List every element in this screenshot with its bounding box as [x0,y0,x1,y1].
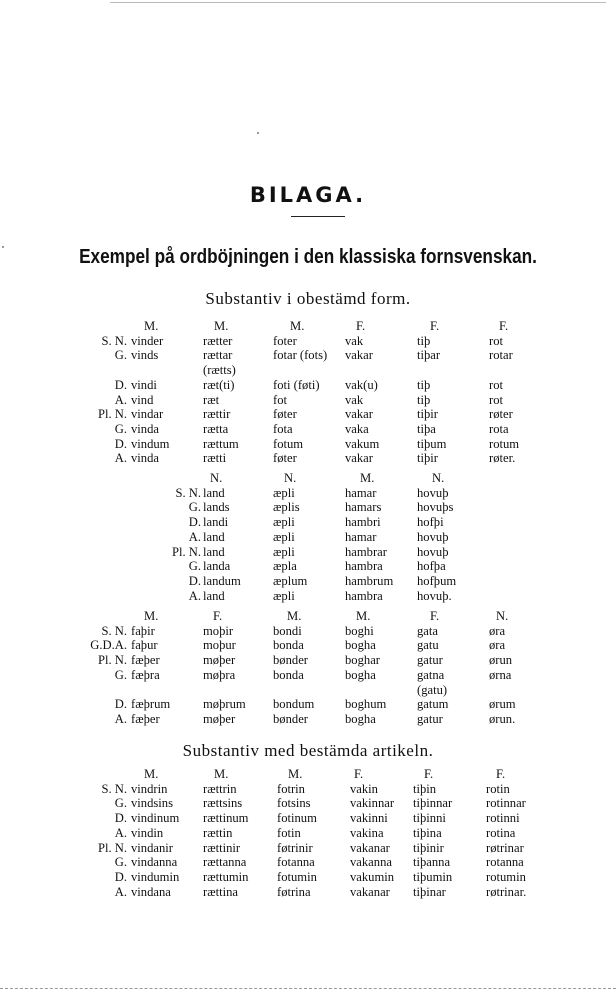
word-form: vakin [350,781,378,796]
word-form: møþrum [203,697,246,712]
word-form: fotinum [277,811,317,826]
word-form: ørun [489,653,513,668]
word-form: røtrinar. [486,884,527,899]
case-label: G. [188,559,201,574]
title-rule [291,216,345,217]
table-row [0,712,616,727]
word-form: gatu [417,638,439,653]
case-label: D. [114,377,127,392]
table-row [0,782,616,797]
table-row [0,515,616,530]
word-form: tiþa [417,421,436,436]
case-label: A. [114,884,127,899]
word-form: øra [489,638,506,653]
gender-header: M. [144,319,159,333]
word-form: tiþumin [413,869,453,884]
table-row [0,334,616,349]
word-form: fæþer [131,653,160,668]
word-form: rotinni [486,811,520,826]
table-row [0,378,616,393]
word-form: tiþinnar [413,796,453,811]
word-form: hofþi [417,515,444,530]
word-form: vinder [131,333,164,348]
word-form: bogha [345,638,376,653]
word-form: vakina [350,825,384,840]
word-form: æpli [273,529,295,544]
case-label: A. [188,529,201,544]
page-subtitle: Exempel på ordböjningen i den klassiska fornsvenskan. [79,246,537,268]
bottom-rule [0,988,616,989]
word-form: gatum [417,697,449,712]
word-form: vindrin [131,781,168,796]
case-label: A. [114,825,127,840]
word-form: gata [417,623,438,638]
word-form: bondum [273,697,315,712]
case-label: S. N. [101,623,127,638]
word-form: møþra [203,667,236,682]
table-row [0,811,616,826]
word-form: fota [273,421,293,436]
word-form: æpli [273,588,295,603]
word-form: foti (føti) [273,377,320,392]
case-label: Pl. N. [97,653,127,668]
table-row [0,826,616,841]
word-form: møþer [203,653,236,668]
word-form: rotanna [486,855,524,870]
word-form: tiþinir [413,840,444,855]
case-label: A. [188,588,201,603]
top-rule [110,2,606,3]
word-form: vakanna [350,855,392,870]
word-form: rætti [203,451,227,466]
word-form: æpli [273,515,295,530]
word-form: moþir [203,623,234,638]
word-form: fotanna [277,855,315,870]
word-form: møþer [203,711,236,726]
word-form: fæþra [131,667,160,682]
word-form: vinds [131,348,159,363]
word-form: røter [489,407,513,422]
word-form: vak [345,333,364,348]
word-form: ørna [489,667,512,682]
gender-header: M. [214,767,229,781]
gender-header: F. [356,319,366,333]
word-form: hambra [345,588,383,603]
word-form: ørun. [489,711,516,726]
word-form: vindanna [131,855,178,870]
word-form: vindanir [131,840,173,855]
table-row [0,668,616,683]
table-row [0,363,616,378]
word-form: føtrinir [277,840,313,855]
gender-header: F. [496,767,506,781]
gender-header: M. [144,609,159,623]
gender-header: M. [288,767,303,781]
word-form: vindin [131,825,164,840]
table-row [0,638,616,653]
word-form: boghar [345,653,380,668]
table-row [0,885,616,900]
gender-header: M. [287,609,302,623]
word-form: tiþanna [413,855,451,870]
table-header-row [0,471,616,486]
case-label: G. [114,667,127,682]
word-form: vakar [345,348,373,363]
word-form: tiþina [413,825,442,840]
word-form: hamar [345,529,377,544]
word-form: boghum [345,697,387,712]
gender-header: N. [496,609,509,623]
table-row [0,486,616,501]
word-form: landa [203,559,231,574]
word-form: tiþ [417,392,431,407]
word-form: vakumin [350,869,395,884]
gender-header: M. [360,471,375,485]
word-form: gatna [417,667,445,682]
word-form: lands [203,500,230,515]
case-label: A. [114,392,127,407]
case-label: G. [114,796,127,811]
word-form: hovuþs [417,500,454,515]
table-header-row [0,319,616,334]
case-label: D. [188,573,201,588]
word-form: æplum [273,573,308,588]
word-form: bønder [273,653,308,668]
word-form: hamar [345,485,377,500]
word-form: rættumin [203,869,249,884]
case-label: S. N. [101,333,127,348]
word-form: vakar [345,451,373,466]
table-row [0,530,616,545]
table-row [0,451,616,466]
word-form: rotar [489,348,513,363]
word-form: fotar (fots) [273,348,328,363]
word-form: fotsins [277,796,311,811]
gender-header: M. [290,319,305,333]
page-title: BILAGA. [249,183,367,207]
table-row [0,393,616,408]
word-form: rot [489,333,503,348]
word-form: land [203,485,225,500]
word-form: vindar [131,407,164,422]
gender-header: M. [214,319,229,333]
word-form: (gatu) [417,682,448,697]
word-form: (rætts) [203,363,236,378]
gender-header: F. [430,319,440,333]
gender-header: M. [144,767,159,781]
word-form: rættir [203,407,231,422]
word-form: ræt(ti) [203,377,235,392]
word-form: rotumin [486,869,526,884]
word-form: land [203,529,225,544]
paper-speck [2,246,4,248]
word-form: rættina [203,884,238,899]
table-row [0,422,616,437]
word-form: vaka [345,421,369,436]
word-form: rot [489,392,503,407]
word-form: rættum [203,436,239,451]
case-label: G. [114,421,127,436]
case-label: D. [188,515,201,530]
word-form: rættanna [203,855,247,870]
word-form: fotin [277,825,301,840]
word-form: gatur [417,711,443,726]
word-form: hovuþ [417,529,449,544]
case-label: Pl. N. [97,407,127,422]
word-form: bogha [345,667,376,682]
word-form: vakanar [350,884,390,899]
word-form: rotum [489,436,520,451]
word-form: føtrina [277,884,311,899]
gender-header: F. [424,767,434,781]
table-row [0,870,616,885]
word-form: tiþ [417,377,431,392]
section-heading-definite: Substantiv med bestämda artikeln. [182,741,434,760]
word-form: fotrin [277,781,305,796]
word-form: fotumin [277,869,317,884]
word-form: hambrum [345,573,394,588]
word-form: land [203,544,225,559]
word-form: hofþum [417,573,457,588]
table-row [0,683,616,698]
word-form: rættrin [203,781,237,796]
gender-header: F. [213,609,223,623]
case-label: S. N. [101,781,127,796]
word-form: fot [273,392,287,407]
word-form: bondi [273,623,302,638]
word-form: røter. [489,451,516,466]
table-row [0,653,616,668]
case-label: D. [114,811,127,826]
word-form: tiþar [417,348,441,363]
word-form: rættsins [203,796,243,811]
word-form: vakanar [350,840,390,855]
gender-header: N. [432,471,445,485]
word-form: tiþir [417,451,438,466]
word-form: tiþum [417,436,447,451]
word-form: hofþa [417,559,446,574]
word-form: føter [273,451,297,466]
table-row [0,559,616,574]
word-form: rotinnar [486,796,526,811]
table-row [0,841,616,856]
word-form: tiþinni [413,811,446,826]
word-form: landi [203,515,229,530]
table-row [0,697,616,712]
word-form: rættinum [203,811,249,826]
word-form: æpli [273,544,295,559]
gender-header: F. [430,609,440,623]
table-header-row [0,767,616,782]
word-form: vakinni [350,811,388,826]
word-form: vakum [345,436,380,451]
word-form: hovuþ [417,544,449,559]
word-form: hambra [345,559,383,574]
word-form: vakar [345,407,373,422]
table-row [0,589,616,604]
case-label: D. [114,697,127,712]
word-form: vind [131,392,154,407]
case-label: D. [114,436,127,451]
gender-header: F. [354,767,364,781]
word-form: bonda [273,667,304,682]
word-form: øra [489,623,506,638]
word-form: rætter [203,333,233,348]
word-form: faþir [131,623,155,638]
word-form: hambri [345,515,381,530]
word-form: vak [345,392,364,407]
gender-header: N. [284,471,297,485]
table-row [0,796,616,811]
word-form: hovuþ [417,485,449,500]
word-form: røtrinar [486,840,524,855]
table-row [0,348,616,363]
table-row [0,855,616,870]
word-form: rættar [203,348,233,363]
word-form: ørum [489,697,516,712]
case-label: D. [114,869,127,884]
word-form: æplis [273,500,300,515]
case-label: A. [114,711,127,726]
word-form: vindinum [131,811,180,826]
word-form: fæþer [131,711,160,726]
word-form: vindum [131,436,170,451]
word-form: faþur [131,638,158,653]
case-label: A. [114,451,127,466]
case-label: G. [188,500,201,515]
word-form: vinda [131,421,159,436]
word-form: ræt [203,392,220,407]
word-form: vak(u) [345,377,378,392]
word-form: føter [273,407,297,422]
table-row [0,574,616,589]
word-form: landum [203,573,241,588]
table-header-row [0,609,616,624]
case-label: G.D.A. [90,638,127,653]
case-label: Pl. N. [97,840,127,855]
word-form: æpla [273,559,297,574]
word-form: æpli [273,485,295,500]
word-form: rættinir [203,840,241,855]
table-row [0,624,616,639]
table-row [0,545,616,560]
case-label: G. [114,855,127,870]
word-form: tiþinar [413,884,446,899]
word-form: hamars [345,500,382,515]
table-row [0,407,616,422]
gender-header: F. [499,319,509,333]
word-form: foter [273,333,297,348]
word-form: vakinnar [350,796,395,811]
case-label: S. N. [175,485,201,500]
word-form: vindi [131,377,157,392]
word-form: land [203,588,225,603]
word-form: rætta [203,421,229,436]
word-form: vindana [131,884,171,899]
word-form: hovuþ. [417,588,452,603]
word-form: fæþrum [131,697,171,712]
word-form: tiþin [413,781,437,796]
word-form: rættin [203,825,233,840]
word-form: rota [489,421,509,436]
word-form: moþur [203,638,236,653]
word-form: vinda [131,451,159,466]
word-form: gatur [417,653,443,668]
word-form: hambrar [345,544,387,559]
word-form: bogha [345,711,376,726]
word-form: vindsins [131,796,173,811]
word-form: bonda [273,638,304,653]
word-form: rotin [486,781,510,796]
gender-header: N. [210,471,223,485]
word-form: rot [489,377,503,392]
case-label: Pl. N. [171,544,201,559]
word-form: boghi [345,623,374,638]
word-form: vindumin [131,869,180,884]
table-row [0,437,616,452]
paper-speck [257,132,259,134]
case-label: G. [114,348,127,363]
table-row [0,500,616,515]
word-form: bønder [273,711,308,726]
word-form: rotina [486,825,516,840]
section-heading-indefinite: Substantiv i obestämd form. [205,289,411,308]
word-form: tiþir [417,407,438,422]
gender-header: M. [356,609,371,623]
word-form: tiþ [417,333,431,348]
word-form: fotum [273,436,304,451]
